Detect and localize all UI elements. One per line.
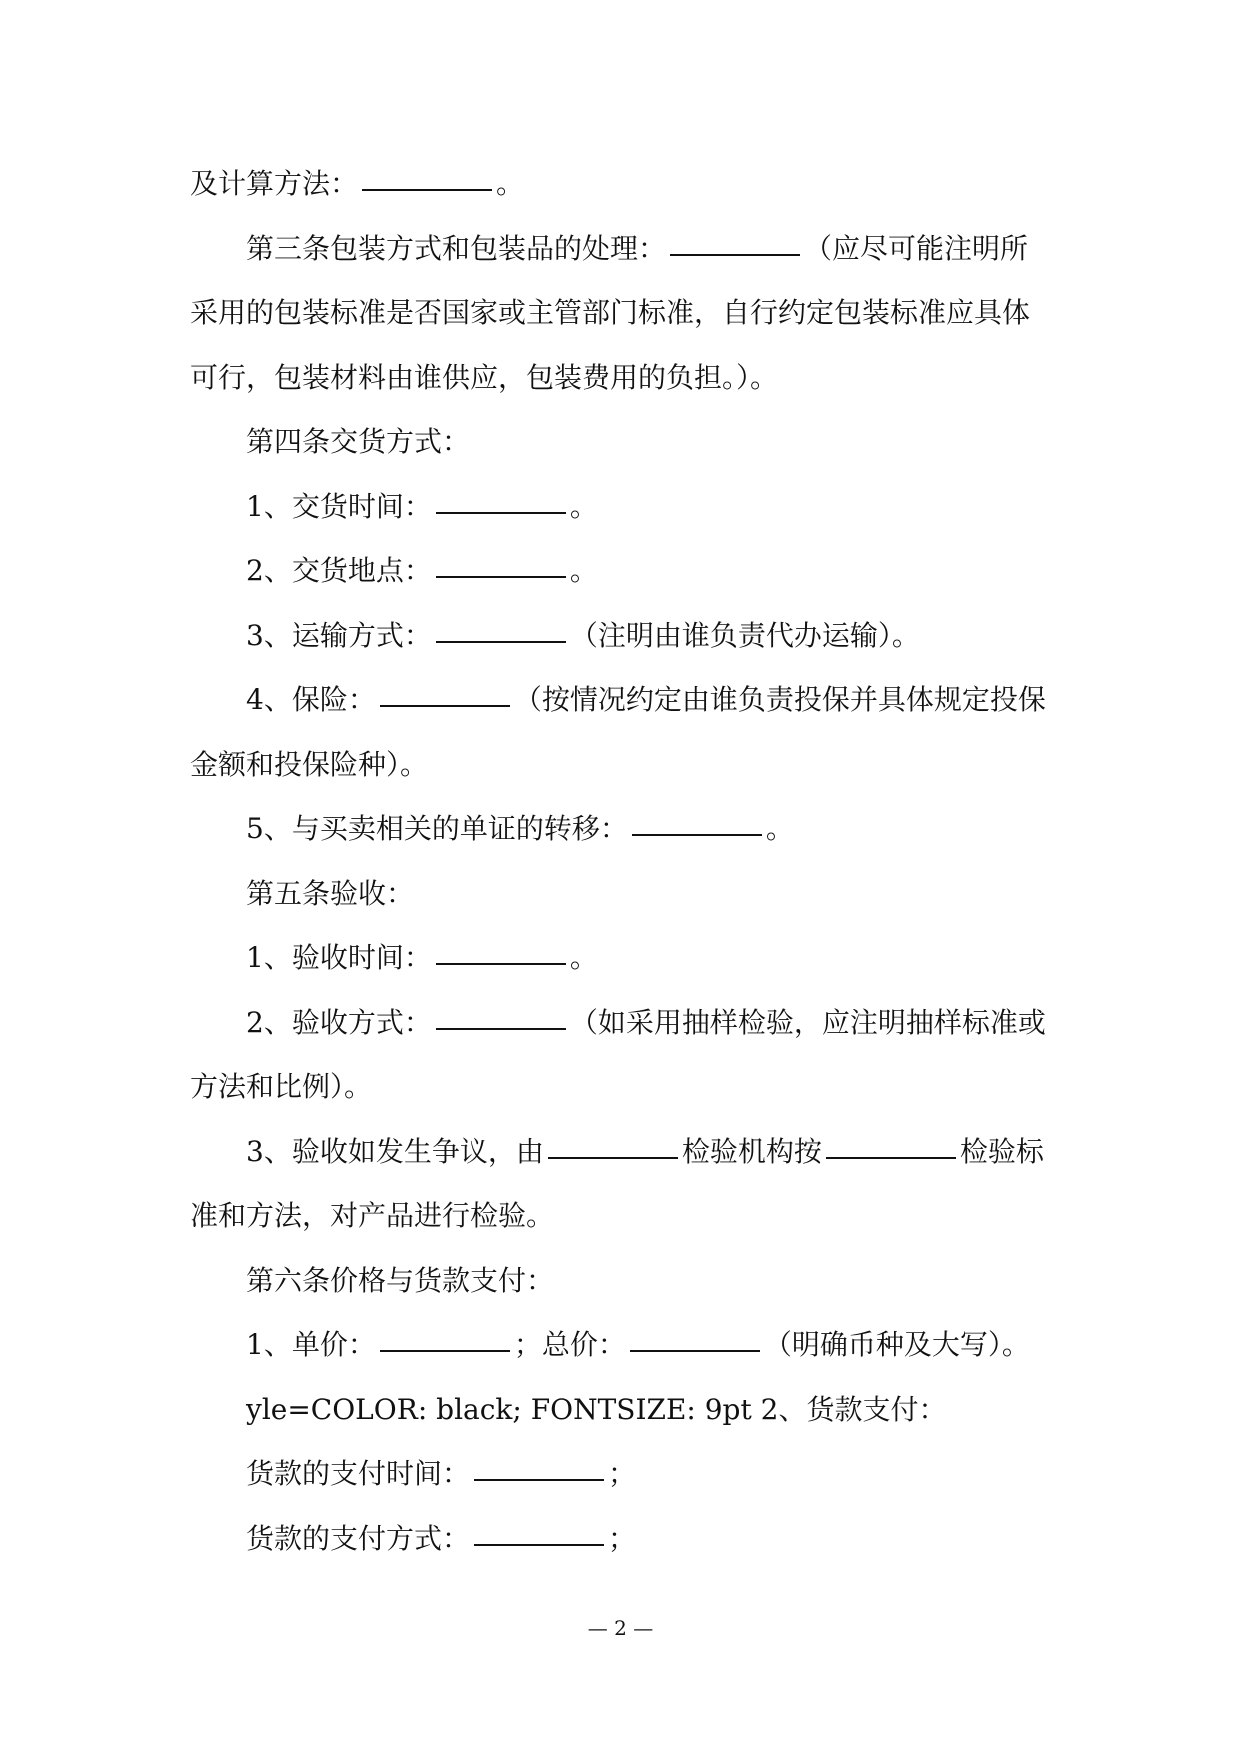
fill-in-blank — [436, 550, 566, 578]
fill-in-blank — [380, 679, 510, 707]
document-line — [190, 1378, 1058, 1443]
line-text: 2、交货地点： — [246, 554, 432, 587]
fill-in-blank — [436, 486, 566, 514]
line-text: 检验标 — [959, 1134, 1044, 1168]
fill-in-blank — [362, 163, 492, 191]
line-text: 3、验收如发生争议，由 — [246, 1134, 544, 1168]
line-text: 检验机构按 — [681, 1134, 822, 1168]
fill-in-blank — [630, 1324, 760, 1352]
fill-in-blank — [670, 228, 800, 256]
line-text: ；总价： — [513, 1328, 626, 1361]
line-text: 第六条价格与货款支付： — [246, 1263, 555, 1297]
page-number: — 2 — — [587, 1616, 654, 1640]
line-text: 。 — [765, 812, 794, 845]
document-line — [190, 217, 1058, 282]
document-line — [190, 991, 1058, 1056]
line-text: 采用的包装标准是否国家或主管部门标准，自行约定包装标准应具体 — [190, 296, 1031, 329]
line-text: 。 — [569, 554, 598, 587]
document-line — [190, 1442, 1058, 1507]
document-line — [190, 281, 1058, 346]
document-line — [190, 604, 1058, 669]
fill-in-blank — [380, 1324, 510, 1352]
document-line — [190, 1249, 1058, 1314]
line-text: 第四条交货方式： — [246, 425, 471, 458]
fill-in-blank — [548, 1131, 678, 1159]
line-text: （注明由谁负责代办运输）。 — [569, 618, 920, 652]
line-text: （按情况约定由谁负责投保并具体规定投保 — [513, 683, 1046, 716]
document-line — [190, 862, 1058, 927]
line-text: 1、单价： — [246, 1328, 376, 1361]
line-text: 方法和比例）。 — [190, 1070, 373, 1103]
document-line — [190, 410, 1058, 475]
line-text: 第三条包装方式和包装品的处理： — [246, 231, 667, 265]
document-body — [190, 152, 1058, 1571]
line-text: 可行，包装材料由谁供应，包装费用的负担。）。 — [190, 360, 779, 394]
line-text: 3、运输方式： — [246, 618, 432, 652]
fill-in-blank — [436, 615, 566, 643]
line-text: （如采用抽样检验，应注明抽样标准或 — [569, 1005, 1046, 1039]
line-text: 1、验收时间： — [246, 941, 432, 974]
document-line — [190, 1055, 1058, 1120]
line-text: 货款的支付方式： — [246, 1521, 471, 1555]
line-text: 4、保险： — [246, 683, 376, 716]
document-line — [190, 1184, 1058, 1249]
fill-in-blank — [474, 1518, 604, 1546]
line-text: ； — [608, 1521, 637, 1555]
line-text: （应尽可能注明所 — [804, 231, 1029, 265]
line-text: 货款的支付时间： — [246, 1457, 471, 1490]
document-line — [190, 152, 1058, 217]
line-text: 准和方法，对产品进行检验。 — [190, 1199, 555, 1232]
document-line — [190, 475, 1058, 540]
line-text: 。 — [496, 167, 525, 200]
document-line — [190, 1120, 1058, 1185]
line-text: 2、验收方式： — [246, 1005, 432, 1039]
fill-in-blank — [632, 808, 762, 836]
line-text: 第五条验收： — [246, 876, 415, 910]
document-line — [190, 733, 1058, 798]
fill-in-blank — [436, 1002, 566, 1030]
document-line — [190, 926, 1058, 991]
line-text: 。 — [569, 489, 598, 523]
line-text: yle=COLOR: black; FONTSIZE: 9pt 2、货款支付： — [246, 1392, 947, 1426]
line-text: 金额和投保险种）。 — [190, 747, 429, 781]
line-text: 及计算方法： — [190, 167, 359, 200]
line-text: 1、交货时间： — [246, 489, 432, 523]
document-line — [190, 346, 1058, 411]
line-text: 。 — [569, 941, 598, 974]
fill-in-blank — [474, 1453, 604, 1481]
fill-in-blank — [826, 1131, 956, 1159]
document-line — [190, 1507, 1058, 1572]
document-line — [190, 539, 1058, 604]
line-text: 5、与买卖相关的单证的转移： — [246, 812, 628, 845]
document-line — [190, 668, 1058, 733]
fill-in-blank — [436, 937, 566, 965]
document-line — [190, 1313, 1058, 1378]
line-text: （明确币种及大写）。 — [763, 1328, 1030, 1361]
document-line — [190, 797, 1058, 862]
line-text: ； — [608, 1457, 637, 1490]
